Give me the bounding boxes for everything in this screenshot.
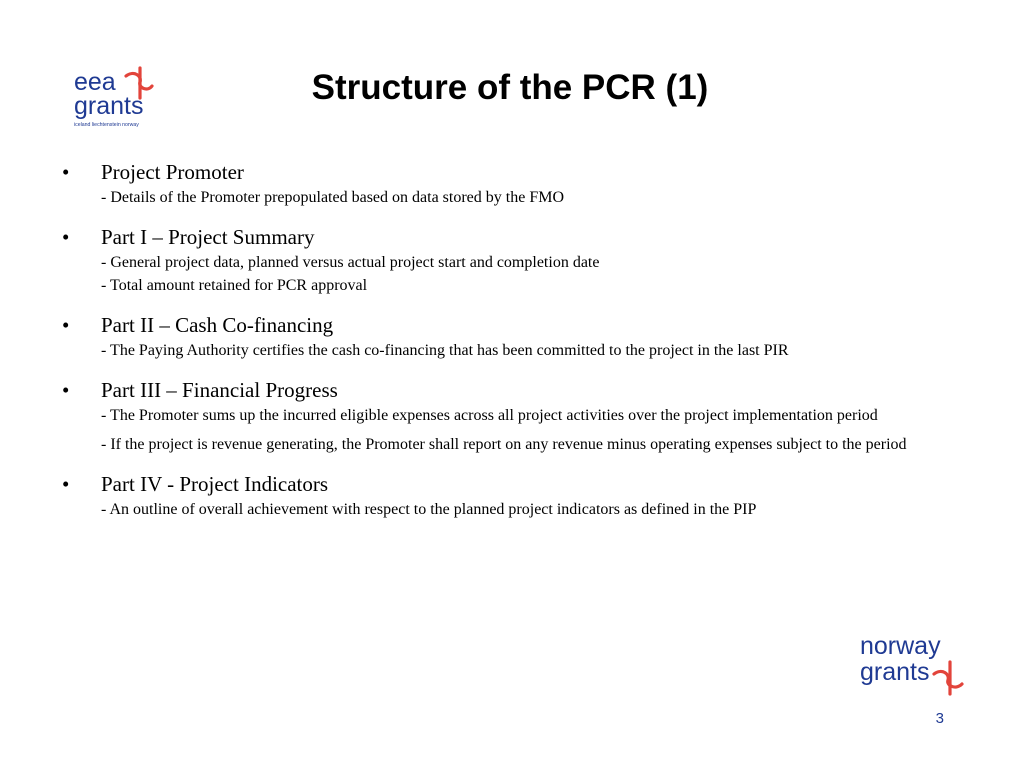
item-heading: Part II – Cash Co-financing [101, 313, 334, 337]
eea-logo-line1: eea [74, 68, 116, 96]
norway-logo-line1: norway [860, 632, 941, 660]
norway-grants-logo [858, 628, 968, 696]
item-detail: - General project data, planned versus actual project start and completion date [101, 254, 600, 271]
list-item-project-summary [62, 223, 982, 297]
list-item-financial-progress [62, 376, 982, 456]
page-number: 3 [935, 710, 944, 727]
eea-logo-tagline: iceland liechtenstein norway [74, 122, 139, 128]
item-detail: - Total amount retained for PCR approval [101, 277, 368, 294]
slide-title: Structure of the PCR (1) [311, 68, 709, 107]
eea-logo-line2: grants [74, 92, 144, 120]
bullet-list [62, 158, 982, 535]
bullet-icon: • [62, 313, 70, 337]
eea-grants-logo [68, 64, 168, 132]
bullet-icon: • [62, 160, 70, 184]
item-detail: - An outline of overall achievement with respect to the planned project indicators as defined in the PIP [101, 501, 757, 518]
item-heading: Part IV - Project Indicators [101, 472, 329, 496]
norway-logo-line2: grants [860, 658, 930, 686]
item-heading: Project Promoter [101, 160, 244, 184]
bullet-icon: • [62, 378, 70, 402]
item-detail: - The Promoter sums up the incurred eligible expenses across all project activities over the project implementation period [101, 407, 878, 424]
item-heading: Part III – Financial Progress [101, 378, 338, 402]
norway-logo-swirl-icon [934, 662, 962, 694]
bullet-icon: • [62, 472, 70, 496]
list-item-project-indicators [62, 470, 982, 521]
item-detail: - If the project is revenue generating, the Promoter shall report on any revenue minus operating expenses subject to the period [101, 436, 907, 453]
list-item-cash-cofinancing [62, 311, 982, 362]
list-item-project-promoter [62, 158, 982, 209]
item-detail: - The Paying Authority certifies the cash co-financing that has been committed to the project in the last PIR [101, 342, 789, 359]
bullet-icon: • [62, 225, 70, 249]
item-heading: Part I – Project Summary [101, 225, 315, 249]
item-detail: - Details of the Promoter prepopulated based on data stored by the FMO [101, 189, 564, 206]
